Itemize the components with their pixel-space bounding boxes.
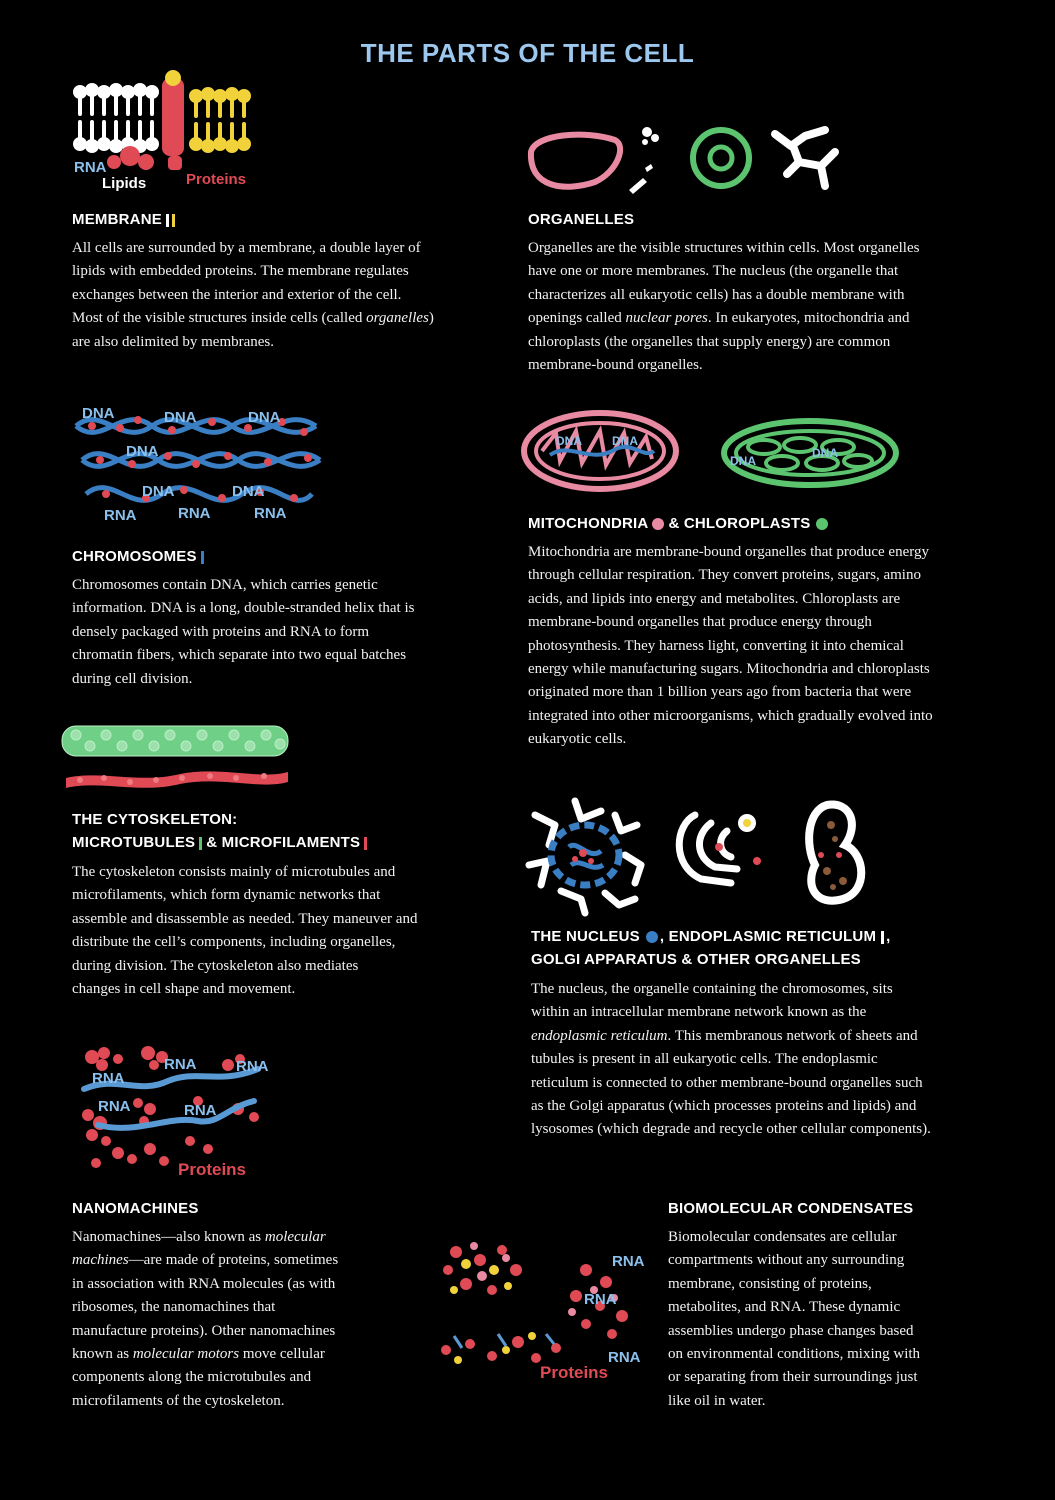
organelles-illustration <box>525 122 865 197</box>
chromosomes-illustration <box>72 398 327 528</box>
nano-rna-label-4: RNA <box>98 1098 131 1115</box>
cytoskeleton-illustration <box>60 718 295 793</box>
organelle-white-tubules <box>775 130 835 186</box>
golgi-drawing <box>679 814 761 883</box>
organelle-green-nucleus-inner <box>710 147 732 169</box>
white-swatch <box>166 214 169 227</box>
chromosomes-dna-label-6: DNA <box>232 483 265 500</box>
green-swatch <box>199 837 202 850</box>
membrane-proteins-label: Proteins <box>186 171 247 188</box>
mito-heading: MITOCHONDRIA & CHLOROPLASTS <box>528 512 828 535</box>
chromosomes-rna-label-1: RNA <box>104 507 137 524</box>
mito-dna-label-1: DNA <box>556 434 582 448</box>
organelle-green-nucleus-outer <box>693 130 749 186</box>
chromosomes-dna-label-4: DNA <box>126 443 159 460</box>
membrane-illustration <box>70 72 270 197</box>
mito-dna-label-2: DNA <box>612 434 638 448</box>
nucleus-body: The nucleus, the organelle containing the chromosomes, sits within an intracellular membrane network known as the endoplasmic reticulum. This membranous network of sheets and tubules is present in all eukaryotic cells. The endoplasmic reticulum is connected to other membrane-bound organelles such as the Golgi apparatus (which processes proteins and lipids) and lysosomes (which degrade and recycle other cellular components). <box>531 981 931 1138</box>
lysosome-drawing <box>809 805 861 901</box>
condensate-droplet-3 <box>441 1332 561 1364</box>
condensates-body: Biomolecular condensates are cellular compartments without any surrounding membrane, consisting of proteins, metabolites, and RNA. These dynamic assemblies undergo phase changes based on environmental conditions, mixing with or separating from their surroundings just like oil in water. <box>668 1229 921 1409</box>
nano-rna-label-2: RNA <box>164 1056 197 1073</box>
chromosomes-rna-label-3: RNA <box>254 505 287 522</box>
chloro-dna-label-2: DNA <box>812 446 838 460</box>
page-title: THE PARTS OF THE CELL <box>360 38 695 68</box>
condensates-illustration <box>436 1240 656 1390</box>
membrane-heading: MEMBRANE <box>72 208 175 231</box>
lipid-bilayer-yellow <box>191 89 249 151</box>
chromosomes-dna-label-2: DNA <box>164 409 197 426</box>
condensate-droplet-1 <box>443 1242 522 1295</box>
dna-helix-strands <box>76 420 320 501</box>
chromosomes-dna-label-3: DNA <box>248 409 281 426</box>
green-dot-swatch <box>816 518 828 530</box>
chloroplast-drawing <box>724 421 896 485</box>
nano-proteins-label: Proteins <box>178 1160 247 1179</box>
organelle-pink-outline <box>531 135 620 187</box>
nanomachines-illustration <box>78 1045 278 1180</box>
microfilament-drawing <box>66 771 288 788</box>
membrane-body: All cells are surrounded by a membrane, a double layer of lipids with embedded proteins. The membrane regulates exchanges between the interior and exterior of the cell. Most of the visible structures inside cells (called organelles) are also delimited by membranes. <box>72 240 434 350</box>
white-swatch-er <box>881 931 884 944</box>
nucleus-er-golgi-illustration <box>525 795 875 915</box>
cyto-heading: THE CYTOSKELETON: MICROTUBULES & MICROFILAMENTS <box>72 808 367 854</box>
cyto-body: The cytoskeleton consists mainly of microtubules and microfilaments, which form dynamic networks that assemble and disassemble as needed. They maneuver and distribute the cell’s components, including organelles, during division. The cytoskeleton also mediates changes in cell shape and movement. <box>72 864 418 998</box>
organelles-heading: ORGANELLES <box>528 211 635 228</box>
nucleus-with-er-drawing <box>529 801 641 913</box>
condensates-rna-label-3: RNA <box>608 1349 641 1366</box>
condensates-rna-label-2: RNA <box>584 1291 617 1308</box>
microtubule-drawing <box>62 726 288 756</box>
chloro-dna-label-1: DNA <box>730 454 756 468</box>
nano-rna-label-5: RNA <box>184 1102 217 1119</box>
blue-dot-swatch <box>646 931 658 943</box>
pink-dot-swatch <box>652 518 664 530</box>
blue-swatch <box>201 551 204 564</box>
chromosomes-dna-label-5: DNA <box>142 483 175 500</box>
organelle-white-fragments <box>629 127 659 194</box>
organelles-body: Organelles are the visible structures within cells. Most organelles have one or more membranes. The nucleus (the organelle that characterizes all eukaryotic cells) has a double membrane with openings called nuclear pores. In eukaryotes, mitochondria and chloroplasts (the organelles that supply energy) are common membrane-bound organelles. <box>528 240 920 374</box>
condensates-heading: BIOMOLECULAR CONDENSATES <box>668 1200 914 1217</box>
chromosomes-dna-label-1: DNA <box>82 405 115 422</box>
chromosomes-rna-label-2: RNA <box>178 505 211 522</box>
chromosomes-heading: CHROMOSOMES <box>72 545 204 568</box>
nano-rna-label-3: RNA <box>236 1058 269 1075</box>
nucleus-heading: THE NUCLEUS , ENDOPLASMIC RETICULUM , GOLGI APPARATUS & OTHER ORGANELLES <box>531 928 891 968</box>
lipid-bilayer-white <box>75 85 157 151</box>
nano-heading: NANOMACHINES <box>72 1200 199 1217</box>
red-swatch <box>364 837 367 850</box>
mitochondrion-drawing <box>524 413 676 489</box>
nano-body: Nanomachines—also known as molecular machines—are made of proteins, sometimes in association with RNA molecules (as with ribosomes, the nanomachines that manufacture proteins). Other nanomachines known as molecular motors move cellular components along the microtubules and microfilaments of the cytoskeleton. <box>72 1229 339 1409</box>
nano-rna-label-1: RNA <box>92 1070 125 1087</box>
yellow-swatch <box>172 214 175 227</box>
chromosomes-body: Chromosomes contain DNA, which carries genetic information. DNA is a long, double-stranded helix that is densely packaged with proteins and RNA to form chromatin fibers, which separate into two equal batches during cell division. <box>72 577 415 687</box>
membrane-lipids-label: Lipids <box>102 175 147 192</box>
mito-body: Mitochondria are membrane-bound organelles that produce energy through cellular respiration. They convert proteins, sugars, amino acids, and lipids into energy and metabolites. Chloroplasts are membrane-bound organelles that produce energy through photosynthesis. They harness light, converting it into chemical energy while manufacturing sugars. Mitochondria and chloroplasts originated more than 1 billion years ago from bacteria that were integrated into other microorganisms, which gradually evolved into eukaryotic cells. <box>528 544 933 748</box>
membrane-rna-label: RNA <box>74 159 107 176</box>
mitochondria-chloroplast-illustration <box>520 405 900 495</box>
condensates-proteins-label: Proteins <box>540 1363 609 1382</box>
condensates-rna-label-1: RNA <box>612 1253 645 1270</box>
